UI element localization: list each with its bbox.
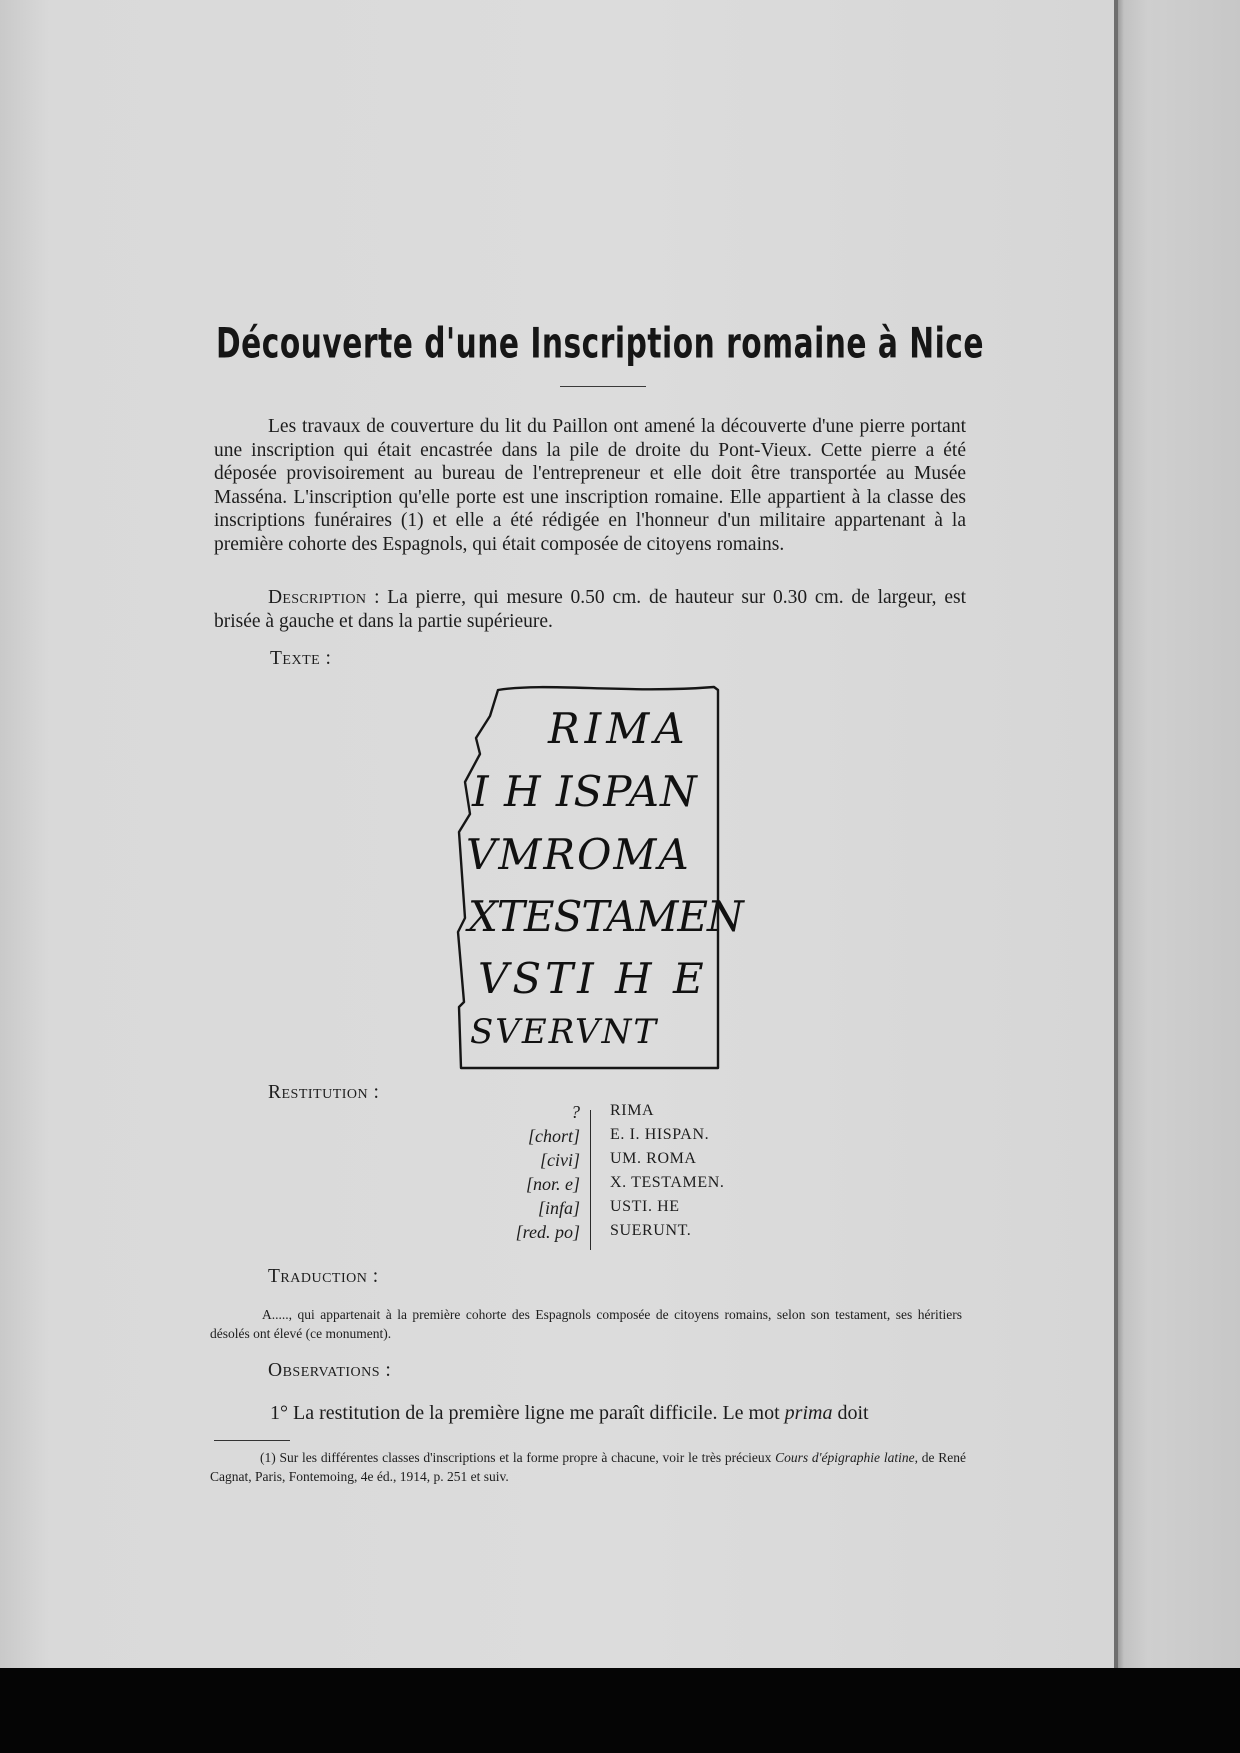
restitution-right: SUERUNT. [610, 1222, 692, 1239]
restitution-left: [chort] [527, 1126, 580, 1146]
texte-label: Texte : [270, 648, 332, 669]
intro-paragraph: Les travaux de couverture du lit du Paillon ont amené la découverte d'une pierre portant une inscription qui était encastrée dans la pile de droite du Pont-Vieux. Cette pierre a été déposée provisoirement au bureau de l'entrepreneur et elle doit être transportée au Musée Masséna. L'inscription qu'elle porte est une inscription romaine. Elle appartient à la classe des inscriptions funéraires (1) et elle a été rédigée en l'honneur d'un militaire appartenant à la première cohorte des Espagnols, qui était composée de citoyens romains. [214, 416, 966, 555]
footnote-rule [214, 1440, 290, 1441]
restitution-left: [civi] [540, 1150, 580, 1170]
restitution-left: [nor. e] [525, 1174, 580, 1194]
description-text: : La pierre, qui mesure 0.50 cm. de hauteur sur 0.30 cm. de largeur, est brisée à gauche et dans la partie supérieure. [214, 587, 966, 632]
restitution-label: Restitution : [268, 1082, 380, 1103]
inscription-line-6: SVERVNT [470, 1012, 659, 1052]
footnote-text-after: , de René Cagnat, Paris, Fontemoing, 4e éd., 1914, p. 251 et suiv. [210, 1450, 966, 1484]
restitution-row [460, 1174, 790, 1198]
restitution-right: UM. ROMA [610, 1150, 697, 1167]
observation-text-after: doit [832, 1402, 869, 1424]
restitution-row [460, 1102, 790, 1126]
footnote [210, 1448, 966, 1486]
inscription-line-3: VMROMA [466, 830, 691, 879]
traduction-label: Traduction : [268, 1266, 379, 1287]
restitution-right: USTI. HE [610, 1198, 680, 1215]
traduction-text: A....., qui appartenait à la première cohorte des Espagnols composée de citoyens romains, selon son testament, ses héritiers désolés ont élevé (ce monument). [210, 1307, 962, 1341]
observation-text-before: La restitution de la première ligne me paraît difficile. Le mot [288, 1402, 785, 1424]
observation-italic-word: prima [784, 1402, 833, 1424]
restitution-left: [infa] [537, 1198, 580, 1218]
restitution-row [460, 1198, 790, 1222]
inscription-line-1: RIMA [548, 704, 690, 753]
observation-number: 1° [270, 1402, 288, 1424]
restitution-left: [red. po] [515, 1222, 580, 1242]
footnote-italic-title: Cours d'épigraphie latine [775, 1450, 915, 1465]
inscription-line-2: I H ISPAN [472, 767, 698, 816]
inscription-line-4: XTESTAMEN [468, 892, 743, 941]
restitution-row [460, 1222, 790, 1246]
restitution-right: E. I. HISPAN. [610, 1126, 710, 1143]
restitution-left: ? [571, 1102, 580, 1122]
footnote-text-before: (1) Sur les différentes classes d'inscriptions et la forme propre à chacune, voir le très précieux [260, 1450, 776, 1465]
restitution-row [460, 1126, 790, 1150]
restitution-right: RIMA [610, 1102, 655, 1119]
inscription-stone-drawing [456, 682, 743, 1072]
page-title: Découverte d'une Inscription romaine à Nice [216, 318, 984, 368]
adjacent-page-edge [1118, 0, 1240, 1668]
inscription-line-5: VSTI H E [478, 954, 708, 1003]
observations-text [214, 1401, 966, 1425]
scan-bottom-band [0, 1668, 1240, 1753]
observations-label: Observations : [268, 1360, 392, 1381]
restitution-row [460, 1150, 790, 1174]
description-paragraph [214, 586, 966, 633]
title-rule [560, 386, 646, 387]
description-label: Description [268, 587, 367, 608]
restitution-right: X. TESTAMEN. [610, 1174, 725, 1191]
